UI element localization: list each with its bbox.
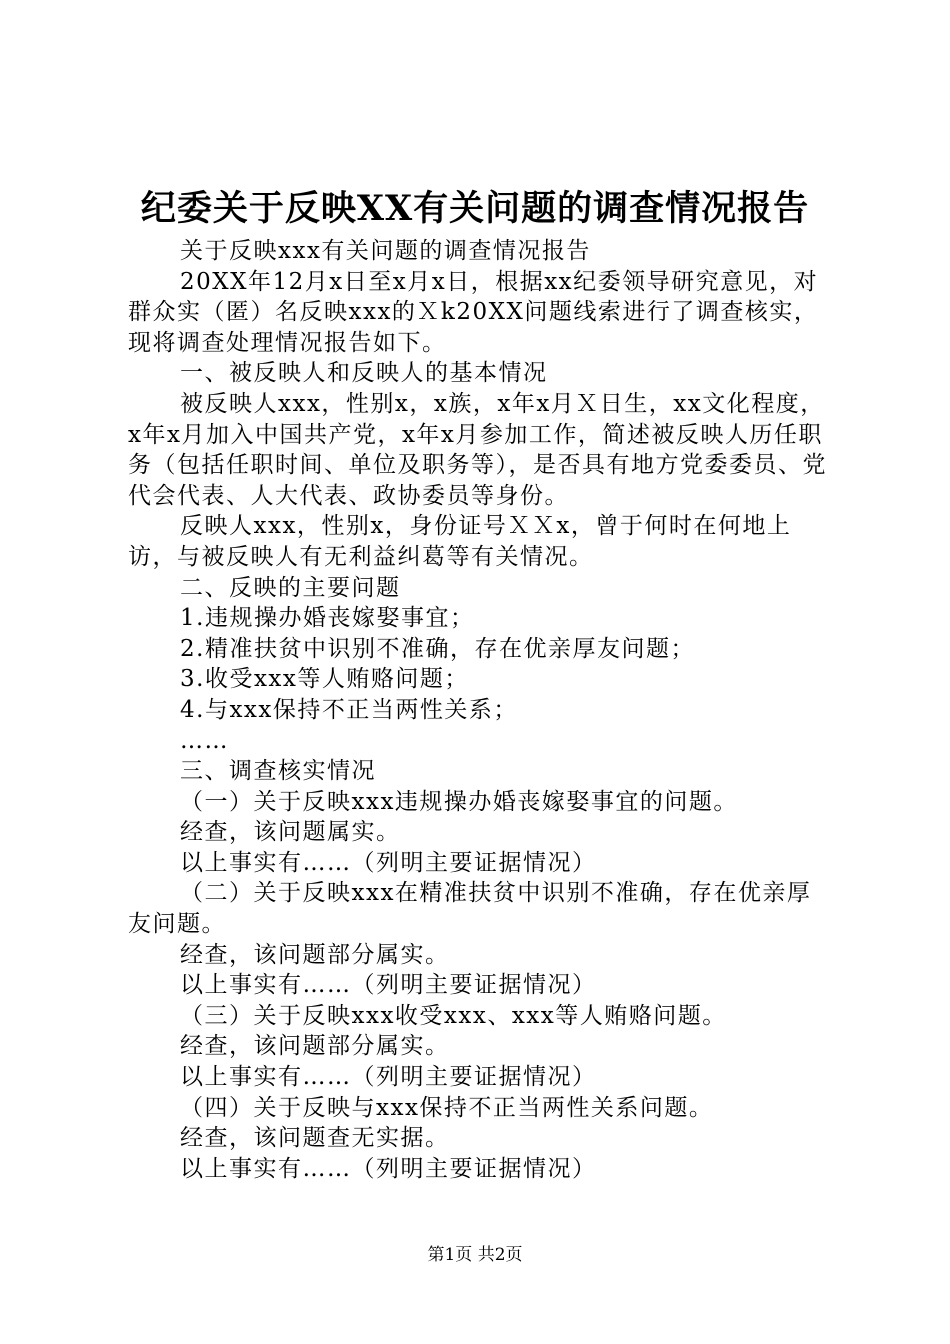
finding-3-evidence: 以上事实有……（列明主要证据情况） [180,1064,597,1091]
finding-3-result: 经查，该问题部分属实。 [180,1033,450,1060]
paragraph-reporter-info: 反映人xxx，性别x，身份证号ＸＸx，曾于何时在何地上访，与被反映人有无利益纠葛等有关情况。 [128,513,792,570]
finding-1-heading: （一）关于反映xxx违规操办婚丧嫁娶事宜的问题。 [180,788,738,815]
section-heading-main-issues: 二、反映的主要问题 [180,574,401,601]
finding-1-evidence: 以上事实有……（列明主要证据情况） [180,849,597,876]
issue-item-ellipsis: …… [180,727,229,754]
finding-2-result: 经查，该问题部分属实。 [180,941,450,968]
finding-3-heading: （三）关于反映xxx收受xxx、xxx等人贿赂问题。 [180,1002,727,1029]
finding-2-heading: （二）关于反映xxx在精准扶贫中识别不准确，存在优亲厚友问题。 [128,880,812,938]
section-heading-basic-info: 一、被反映人和反映人的基本情况 [180,360,548,387]
paragraph-intro: 20XX年12月x日至x月x日，根据xx纪委领导研究意见，对群众实（匿）名反映xxx的Ｘk20XX问题线索进行了调查核实，现将调查处理情况报告如下。 [128,268,819,356]
issue-item-2: 2.精准扶贫中识别不准确，存在优亲厚友问题； [180,635,695,662]
finding-1-result: 经查，该问题属实。 [180,819,401,846]
issue-item-1: 1.违规操办婚丧嫁娶事宜； [180,605,475,632]
finding-4-evidence: 以上事实有……（列明主要证据情况） [180,1155,597,1182]
finding-2-evidence: 以上事实有……（列明主要证据情况） [180,972,597,999]
paragraph-respondent-info: 被反映人xxx，性别x，x族，x年x月Ｘ日生，xx文化程度，x年x月加入中国共产党，x年x月参加工作，简述被反映人历任职务（包括任职时间、单位及职务等），是否具有地方党委委员、党代会代表、人大代表、政协委员等身份。 [128,390,827,509]
finding-4-result: 经查，该问题查无实据。 [180,1125,450,1152]
document-body [128,236,833,1184]
section-heading-investigation: 三、调查核实情况 [180,758,376,785]
issue-item-4: 4.与xxx保持不正当两性关系； [180,696,518,723]
document-title: 纪委关于反映XX有关问题的调查情况报告 [140,188,810,229]
paragraph-report-heading: 关于反映xxx有关问题的调查情况报告 [180,238,591,264]
page-number-footer: 第1页 共2页 [427,1245,523,1265]
finding-4-heading: （四）关于反映与xxx保持不正当两性关系问题。 [180,1094,714,1121]
issue-item-3: 3.收受xxx等人贿赂问题； [180,666,469,693]
